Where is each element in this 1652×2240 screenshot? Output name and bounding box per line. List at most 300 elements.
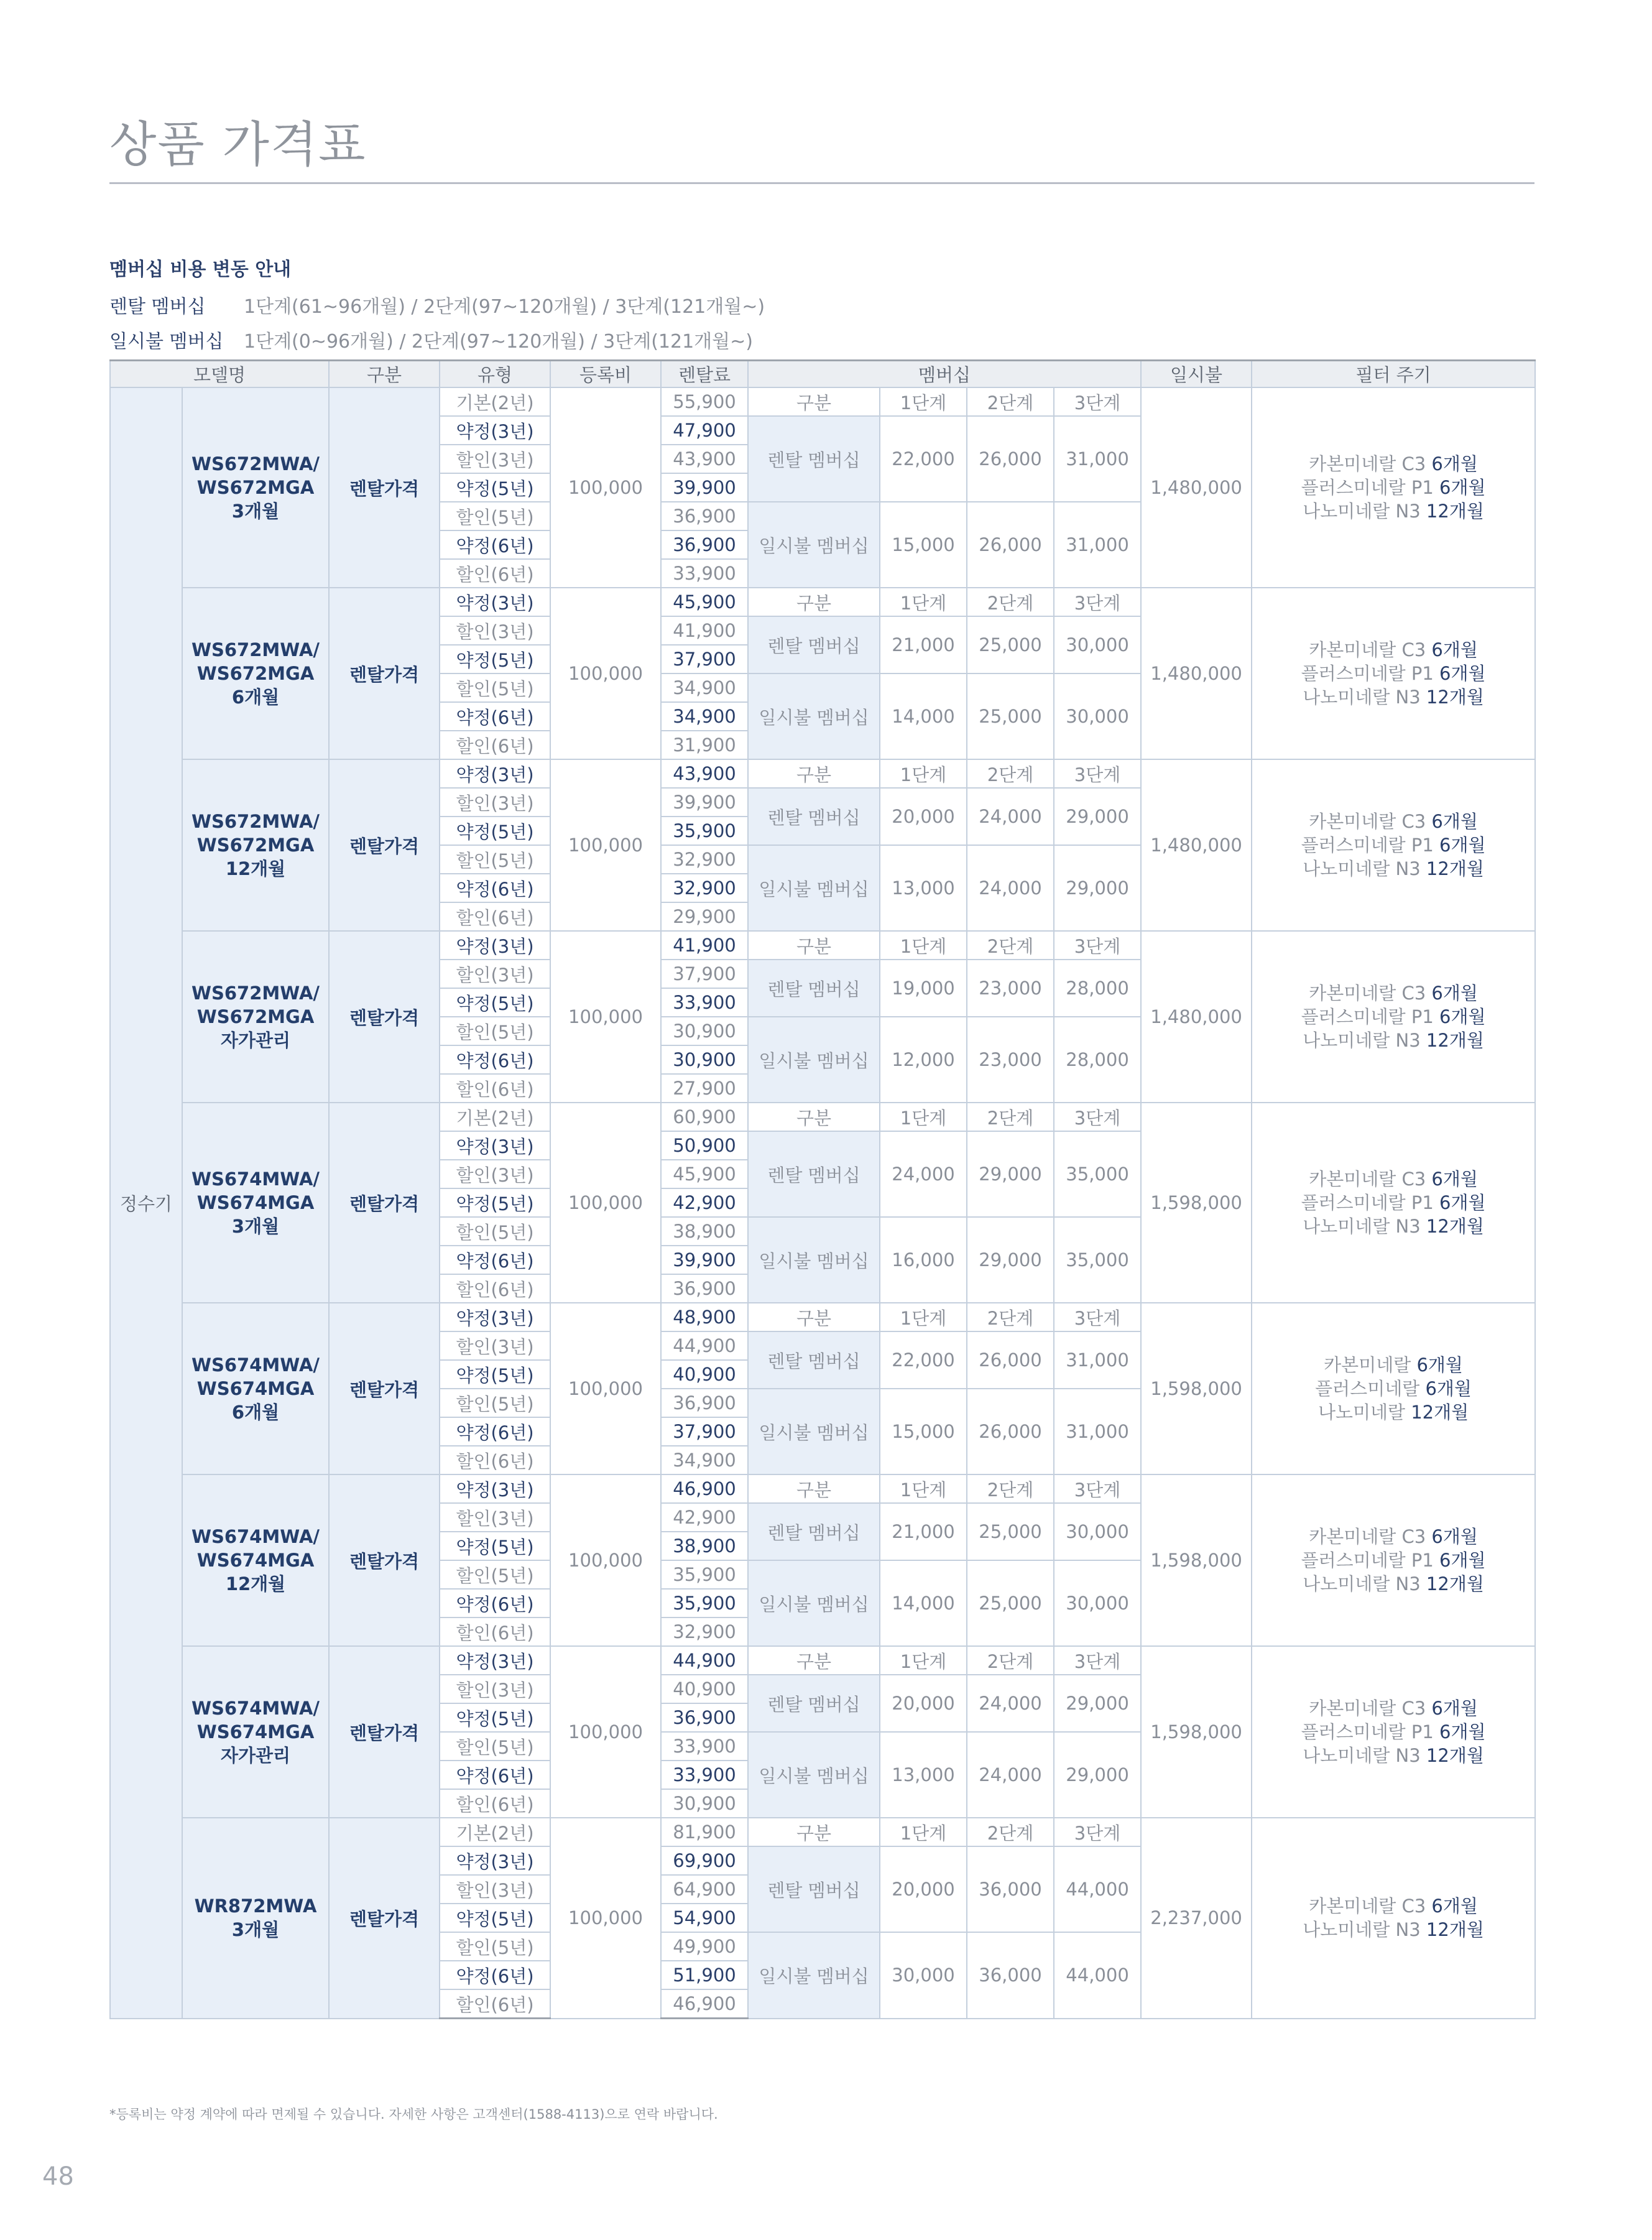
model-name-line: WS672MWA/	[192, 811, 320, 832]
rental-fee-cell: 46,900	[661, 1474, 748, 1503]
lump-membership-value: 26,000	[967, 502, 1054, 588]
rental-membership-value: 19,000	[880, 960, 967, 1017]
registration-fee-cell: 100,000	[550, 387, 661, 588]
contract-type-cell: 할인(3년)	[440, 1503, 550, 1532]
lump-membership-label: 일시불 멤버십	[748, 1389, 880, 1474]
contract-type-cell: 할인(5년)	[440, 1217, 550, 1246]
contract-type-cell: 할인(3년)	[440, 788, 550, 817]
lump-membership-value: 13,000	[880, 1732, 967, 1818]
membership-header-cell: 3단계	[1054, 1818, 1141, 1846]
filter-text: 나노미네랄 N3	[1303, 1030, 1426, 1051]
membership-header-cell: 2단계	[967, 1646, 1054, 1675]
contract-type-cell: 약정(6년)	[440, 1589, 550, 1618]
kind-cell: 렌탈가격	[329, 1303, 440, 1474]
membership-header-cell: 구분	[748, 387, 880, 416]
contract-type-cell: 약정(6년)	[440, 1045, 550, 1074]
rental-membership-value: 36,000	[967, 1846, 1054, 1932]
rental-membership-value: 44,000	[1054, 1846, 1141, 1932]
rental-fee-cell: 50,900	[661, 1131, 748, 1160]
lump-membership-value: 16,000	[880, 1217, 967, 1303]
lump-membership-value: 35,000	[1054, 1217, 1141, 1303]
filter-text: 12개월	[1426, 501, 1484, 522]
rental-fee-cell: 37,900	[661, 1417, 748, 1446]
rental-membership-value: 31,000	[1054, 1331, 1141, 1389]
model-name-line: WS672MGA	[196, 477, 315, 498]
rental-fee-cell: 60,900	[661, 1103, 748, 1131]
rental-fee-cell: 36,900	[661, 1274, 748, 1303]
contract-type-cell: 할인(6년)	[440, 1274, 550, 1303]
contract-type-cell: 할인(5년)	[440, 1560, 550, 1589]
contract-type-cell: 할인(6년)	[440, 1989, 550, 2019]
table-row	[110, 1646, 1535, 1675]
rental-fee-cell: 44,900	[661, 1646, 748, 1675]
filter-text: 나노미네랄 N3	[1303, 501, 1426, 522]
rental-membership-value: 28,000	[1054, 960, 1141, 1017]
filter-text: 6개월	[1439, 1550, 1486, 1571]
lump-membership-value: 36,000	[967, 1932, 1054, 2019]
lump-membership-value: 23,000	[967, 1017, 1054, 1103]
membership-header-cell: 구분	[748, 759, 880, 788]
contract-type-cell: 약정(6년)	[440, 702, 550, 731]
model-name-line: WS674MGA	[196, 1378, 315, 1399]
rental-fee-cell: 64,900	[661, 1875, 748, 1904]
rental-membership-label: 렌탈 멤버십	[748, 1675, 880, 1732]
lump-sum-price-cell: 1,480,000	[1141, 387, 1252, 588]
filter-text: 카본미네랄 C3	[1309, 1526, 1432, 1547]
rental-fee-cell: 43,900	[661, 759, 748, 788]
filter-cycle-cell	[1252, 759, 1535, 931]
lump-membership-value: 25,000	[967, 1560, 1054, 1646]
model-name-line: WS674MWA/	[192, 1698, 320, 1719]
lump-sum-price-cell: 1,598,000	[1141, 1103, 1252, 1303]
rental-fee-cell: 41,900	[661, 931, 748, 960]
contract-type-cell: 할인(3년)	[440, 445, 550, 473]
rental-membership-label: 렌탈 멤버십	[748, 788, 880, 845]
kind-cell: 렌탈가격	[329, 588, 440, 759]
contract-type-cell: 약정(6년)	[440, 1761, 550, 1789]
membership-header-cell: 1단계	[880, 1818, 967, 1846]
filter-text: 플러스미네랄 P1	[1301, 477, 1440, 498]
rental-membership-value: 29,000	[967, 1131, 1054, 1217]
contract-type-cell: 할인(5년)	[440, 1389, 550, 1417]
contract-type-cell: 약정(3년)	[440, 1303, 550, 1331]
filter-text: 플러스미네랄 P1	[1301, 835, 1440, 856]
contract-type-cell: 할인(6년)	[440, 1789, 550, 1818]
lump-membership-value: 24,000	[967, 1732, 1054, 1818]
lump-sum-price-cell: 1,598,000	[1141, 1303, 1252, 1474]
lump-membership-value: 14,000	[880, 1560, 967, 1646]
rental-fee-cell: 34,900	[661, 673, 748, 702]
registration-fee-cell: 100,000	[550, 1474, 661, 1646]
rental-membership-label: 렌탈 멤버십	[748, 960, 880, 1017]
contract-type-cell: 약정(5년)	[440, 1532, 550, 1560]
rental-fee-cell: 40,900	[661, 1675, 748, 1703]
model-name-line: WR872MWA	[194, 1895, 317, 1917]
rental-fee-cell: 30,900	[661, 1045, 748, 1074]
page-title: 상품 가격표	[109, 117, 367, 173]
filter-text: 플러스미네랄	[1315, 1378, 1426, 1399]
filter-text: 나노미네랄 N3	[1303, 858, 1426, 879]
contract-type-cell: 할인(6년)	[440, 1618, 550, 1646]
registration-fee-cell: 100,000	[550, 931, 661, 1103]
header-type: 유형	[440, 361, 550, 388]
contract-type-cell: 약정(5년)	[440, 1703, 550, 1732]
lump-sum-price-cell: 1,598,000	[1141, 1646, 1252, 1818]
rental-fee-cell: 30,900	[661, 1017, 748, 1045]
rental-fee-cell: 41,900	[661, 616, 748, 645]
rental-membership-value: 31,000	[1054, 416, 1141, 502]
lump-membership-value: 31,000	[1054, 502, 1141, 588]
filter-text: 나노미네랄 N3	[1303, 1745, 1426, 1766]
contract-type-cell: 약정(5년)	[440, 1904, 550, 1932]
rental-fee-cell: 36,900	[661, 1389, 748, 1417]
contract-type-cell: 할인(5년)	[440, 673, 550, 702]
rental-fee-cell: 32,900	[661, 874, 748, 902]
filter-text: 나노미네랄 N3	[1303, 1573, 1426, 1594]
membership-header-cell: 3단계	[1054, 931, 1141, 960]
contract-type-cell: 할인(3년)	[440, 616, 550, 645]
kind-cell: 렌탈가격	[329, 1474, 440, 1646]
rental-fee-cell: 33,900	[661, 988, 748, 1017]
model-name-line: WS674MGA	[196, 1192, 315, 1213]
lump-membership-value: 29,000	[1054, 1732, 1141, 1818]
lump-membership-value: 26,000	[967, 1389, 1054, 1474]
model-name-line: 3개월	[231, 501, 280, 522]
model-cell	[182, 588, 329, 759]
notice-text: 1단계(61~96개월) / 2단계(97~120개월) / 3단계(121개월~)	[244, 296, 765, 318]
filter-text: 12개월	[1426, 1745, 1484, 1766]
contract-type-cell: 약정(3년)	[440, 759, 550, 788]
rental-fee-cell: 36,900	[661, 502, 748, 530]
lump-membership-value: 12,000	[880, 1017, 967, 1103]
membership-header-cell: 구분	[748, 588, 880, 616]
rental-fee-cell: 38,900	[661, 1532, 748, 1560]
registration-fee-cell: 100,000	[550, 1103, 661, 1303]
rental-membership-value: 20,000	[880, 788, 967, 845]
contract-type-cell: 할인(6년)	[440, 1074, 550, 1103]
notice-label: 렌탈 멤버십	[109, 296, 206, 318]
lump-membership-label: 일시불 멤버십	[748, 1932, 880, 2019]
contract-type-cell: 할인(5년)	[440, 1017, 550, 1045]
price-table-body	[110, 387, 1535, 2019]
footnote: *등록비는 약정 계약에 따라 면제될 수 있습니다. 자세한 사항은 고객센터(1588-4113)으로 연락 바랍니다.	[109, 2107, 718, 2122]
notice-row-lump	[109, 325, 765, 359]
table-row	[110, 1303, 1535, 1331]
header-registration: 등록비	[550, 361, 661, 388]
membership-header-cell: 2단계	[967, 931, 1054, 960]
membership-header-cell: 1단계	[880, 1103, 967, 1131]
membership-header-cell: 구분	[748, 1303, 880, 1331]
model-name-line: 3개월	[231, 1919, 280, 1941]
contract-type-cell: 약정(5년)	[440, 817, 550, 845]
contract-type-cell: 약정(5년)	[440, 988, 550, 1017]
membership-header-cell: 3단계	[1054, 1303, 1141, 1331]
registration-fee-cell: 100,000	[550, 1818, 661, 2019]
table-row	[110, 1103, 1535, 1131]
table-row	[110, 1474, 1535, 1503]
lump-membership-value: 14,000	[880, 673, 967, 759]
contract-type-cell: 기본(2년)	[440, 1103, 550, 1131]
membership-header-cell: 구분	[748, 1818, 880, 1846]
rental-membership-value: 30,000	[1054, 616, 1141, 673]
filter-cycle-cell	[1252, 931, 1535, 1103]
rental-membership-value: 23,000	[967, 960, 1054, 1017]
contract-type-cell: 약정(3년)	[440, 1131, 550, 1160]
rental-fee-cell: 45,900	[661, 588, 748, 616]
lump-membership-label: 일시불 멤버십	[748, 673, 880, 759]
rental-fee-cell: 42,900	[661, 1188, 748, 1217]
contract-type-cell: 약정(3년)	[440, 1846, 550, 1875]
filter-text: 6개월	[1431, 1698, 1478, 1719]
rental-membership-value: 35,000	[1054, 1131, 1141, 1217]
filter-text: 플러스미네랄 P1	[1301, 663, 1440, 684]
page-number: 48	[42, 2162, 74, 2191]
filter-text: 6개월	[1439, 663, 1486, 684]
model-name-line: 6개월	[231, 1402, 280, 1423]
rental-fee-cell: 37,900	[661, 645, 748, 673]
category-cell: 정수기	[110, 387, 182, 2019]
registration-fee-cell: 100,000	[550, 759, 661, 931]
contract-type-cell: 약정(5년)	[440, 1188, 550, 1217]
header-filter-cycle: 필터 주기	[1252, 361, 1535, 388]
filter-text: 6개월	[1425, 1378, 1472, 1399]
filter-text: 6개월	[1431, 1169, 1478, 1190]
model-name-line: WS672MGA	[196, 1006, 315, 1027]
model-name-line: 6개월	[231, 687, 280, 708]
membership-header-cell: 2단계	[967, 1303, 1054, 1331]
filter-text: 카본미네랄 C3	[1309, 1698, 1432, 1719]
rental-fee-cell: 39,900	[661, 788, 748, 817]
lump-membership-value: 29,000	[967, 1217, 1054, 1303]
filter-text: 나노미네랄 N3	[1303, 1919, 1426, 1941]
membership-header-cell: 1단계	[880, 1474, 967, 1503]
filter-text: 6개월	[1439, 477, 1486, 498]
model-cell	[182, 1474, 329, 1646]
rental-membership-value: 25,000	[967, 1503, 1054, 1560]
lump-sum-price-cell: 1,480,000	[1141, 759, 1252, 931]
lump-membership-label: 일시불 멤버십	[748, 1017, 880, 1103]
contract-type-cell: 약정(5년)	[440, 473, 550, 502]
lump-membership-value: 24,000	[967, 845, 1054, 931]
membership-notice	[109, 254, 765, 359]
filter-text: 6개월	[1439, 1006, 1486, 1027]
rental-membership-value: 21,000	[880, 616, 967, 673]
model-name-line: WS672MGA	[196, 835, 315, 856]
membership-header-cell: 3단계	[1054, 588, 1141, 616]
model-cell	[182, 1646, 329, 1818]
rental-fee-cell: 31,900	[661, 731, 748, 759]
rental-fee-cell: 39,900	[661, 1246, 748, 1274]
rental-fee-cell: 46,900	[661, 1989, 748, 2019]
contract-type-cell: 기본(2년)	[440, 1818, 550, 1846]
rental-fee-cell: 33,900	[661, 559, 748, 588]
contract-type-cell: 약정(3년)	[440, 416, 550, 445]
filter-text: 카본미네랄 C3	[1309, 639, 1432, 660]
filter-text: 12개월	[1426, 1216, 1484, 1237]
filter-cycle-cell	[1252, 1818, 1535, 2019]
membership-header-cell: 2단계	[967, 1474, 1054, 1503]
membership-header-cell: 구분	[748, 1103, 880, 1131]
rental-fee-cell: 34,900	[661, 702, 748, 731]
contract-type-cell: 할인(3년)	[440, 1160, 550, 1188]
rental-fee-cell: 32,900	[661, 845, 748, 874]
lump-membership-value: 29,000	[1054, 845, 1141, 931]
membership-header-cell: 1단계	[880, 1303, 967, 1331]
rental-fee-cell: 35,900	[661, 1560, 748, 1589]
header-rental-fee: 렌탈료	[661, 361, 748, 388]
model-name-line: WS672MGA	[196, 663, 315, 684]
rental-membership-value: 22,000	[880, 1331, 967, 1389]
model-name-line: 12개월	[225, 858, 286, 879]
model-name-line: WS672MWA/	[192, 639, 320, 660]
rental-fee-cell: 35,900	[661, 817, 748, 845]
contract-type-cell: 할인(5년)	[440, 1732, 550, 1761]
header-model: 모델명	[110, 361, 329, 388]
lump-membership-value: 30,000	[880, 1932, 967, 2019]
registration-fee-cell: 100,000	[550, 1303, 661, 1474]
membership-header-cell: 2단계	[967, 1103, 1054, 1131]
contract-type-cell: 약정(5년)	[440, 645, 550, 673]
contract-type-cell: 할인(6년)	[440, 1446, 550, 1474]
contract-type-cell: 할인(6년)	[440, 731, 550, 759]
rental-fee-cell: 32,900	[661, 1618, 748, 1646]
notice-title: 멤버십 비용 변동 안내	[109, 259, 292, 280]
rental-fee-cell: 54,900	[661, 1904, 748, 1932]
title-divider	[109, 182, 1534, 184]
model-cell	[182, 931, 329, 1103]
filter-text: 플러스미네랄 P1	[1301, 1192, 1440, 1213]
filter-text: 나노미네랄 N3	[1303, 687, 1426, 708]
rental-membership-label: 렌탈 멤버십	[748, 1131, 880, 1217]
filter-text: 12개월	[1426, 1919, 1484, 1941]
membership-header-cell: 3단계	[1054, 759, 1141, 788]
model-name-line: 자가관리	[220, 1030, 291, 1051]
lump-sum-price-cell: 2,237,000	[1141, 1818, 1252, 2019]
membership-header-cell: 3단계	[1054, 1646, 1141, 1675]
table-row	[110, 588, 1535, 616]
membership-header-cell: 2단계	[967, 759, 1054, 788]
membership-header-cell: 3단계	[1054, 1474, 1141, 1503]
membership-header-cell: 구분	[748, 1646, 880, 1675]
lump-membership-value: 30,000	[1054, 1560, 1141, 1646]
table-header-row	[110, 361, 1535, 388]
rental-membership-value: 29,000	[1054, 1675, 1141, 1732]
filter-text: 6개월	[1416, 1354, 1463, 1376]
filter-text: 6개월	[1431, 639, 1478, 660]
rental-fee-cell: 35,900	[661, 1589, 748, 1618]
contract-type-cell: 약정(5년)	[440, 1360, 550, 1389]
filter-cycle-cell	[1252, 1474, 1535, 1646]
lump-sum-price-cell: 1,480,000	[1141, 931, 1252, 1103]
contract-type-cell: 약정(6년)	[440, 530, 550, 559]
model-name-line: WS674MGA	[196, 1550, 315, 1571]
filter-text: 카본미네랄 C3	[1309, 983, 1432, 1004]
filter-text: 6개월	[1439, 835, 1486, 856]
header-membership: 멤버십	[748, 361, 1141, 388]
rental-fee-cell: 39,900	[661, 473, 748, 502]
kind-cell: 렌탈가격	[329, 1103, 440, 1303]
model-name-line: WS674MWA/	[192, 1169, 320, 1190]
registration-fee-cell: 100,000	[550, 1646, 661, 1818]
lump-membership-label: 일시불 멤버십	[748, 1217, 880, 1303]
rental-membership-label: 렌탈 멤버십	[748, 1503, 880, 1560]
kind-cell: 렌탈가격	[329, 387, 440, 588]
contract-type-cell: 할인(3년)	[440, 960, 550, 988]
membership-header-cell: 3단계	[1054, 1103, 1141, 1131]
lump-membership-value: 44,000	[1054, 1932, 1141, 2019]
membership-header-cell: 구분	[748, 931, 880, 960]
lump-membership-label: 일시불 멤버십	[748, 502, 880, 588]
rental-fee-cell: 36,900	[661, 1703, 748, 1732]
model-name-line: WS672MWA/	[192, 983, 320, 1004]
rental-fee-cell: 55,900	[661, 387, 748, 416]
filter-text: 12개월	[1411, 1402, 1469, 1423]
rental-membership-value: 26,000	[967, 416, 1054, 502]
filter-cycle-cell	[1252, 1103, 1535, 1303]
rental-fee-cell: 45,900	[661, 1160, 748, 1188]
rental-fee-cell: 30,900	[661, 1789, 748, 1818]
rental-membership-label: 렌탈 멤버십	[748, 1331, 880, 1389]
contract-type-cell: 할인(6년)	[440, 902, 550, 931]
model-name-line: WS672MWA/	[192, 453, 320, 474]
filter-text: 6개월	[1439, 1721, 1486, 1742]
contract-type-cell: 약정(3년)	[440, 1646, 550, 1675]
rental-fee-cell: 34,900	[661, 1446, 748, 1474]
membership-header-cell: 구분	[748, 1474, 880, 1503]
kind-cell: 렌탈가격	[329, 1818, 440, 2019]
rental-membership-value: 20,000	[880, 1846, 967, 1932]
contract-type-cell: 할인(3년)	[440, 1331, 550, 1360]
membership-header-cell: 2단계	[967, 588, 1054, 616]
membership-header-cell: 1단계	[880, 931, 967, 960]
lump-membership-value: 15,000	[880, 1389, 967, 1474]
membership-header-cell: 1단계	[880, 759, 967, 788]
filter-text: 플러스미네랄 P1	[1301, 1550, 1440, 1571]
filter-text: 플러스미네랄 P1	[1301, 1006, 1440, 1027]
filter-cycle-cell	[1252, 588, 1535, 759]
contract-type-cell: 약정(3년)	[440, 588, 550, 616]
lump-sum-price-cell: 1,480,000	[1141, 588, 1252, 759]
rental-fee-cell: 33,900	[661, 1732, 748, 1761]
lump-membership-value: 31,000	[1054, 1389, 1141, 1474]
contract-type-cell: 약정(3년)	[440, 931, 550, 960]
rental-membership-value: 26,000	[967, 1331, 1054, 1389]
rental-membership-value: 22,000	[880, 416, 967, 502]
rental-membership-label: 렌탈 멤버십	[748, 1846, 880, 1932]
lump-membership-label: 일시불 멤버십	[748, 1560, 880, 1646]
lump-membership-value: 30,000	[1054, 673, 1141, 759]
rental-membership-label: 렌탈 멤버십	[748, 416, 880, 502]
filter-text: 나노미네랄	[1317, 1402, 1411, 1423]
contract-type-cell: 약정(3년)	[440, 1474, 550, 1503]
contract-type-cell: 약정(6년)	[440, 1961, 550, 1989]
model-name-line: 3개월	[231, 1216, 280, 1237]
model-cell	[182, 1818, 329, 2019]
table-row	[110, 1818, 1535, 1846]
filter-cycle-cell	[1252, 387, 1535, 588]
filter-text: 6개월	[1431, 811, 1478, 832]
membership-header-cell: 2단계	[967, 387, 1054, 416]
notice-label: 일시불 멤버십	[109, 331, 224, 353]
filter-text: 6개월	[1439, 1192, 1486, 1213]
table-row	[110, 759, 1535, 788]
lump-membership-value: 25,000	[967, 673, 1054, 759]
contract-type-cell: 약정(6년)	[440, 874, 550, 902]
rental-fee-cell: 44,900	[661, 1331, 748, 1360]
lump-membership-value: 28,000	[1054, 1017, 1141, 1103]
filter-text: 12개월	[1426, 858, 1484, 879]
rental-fee-cell: 49,900	[661, 1932, 748, 1961]
